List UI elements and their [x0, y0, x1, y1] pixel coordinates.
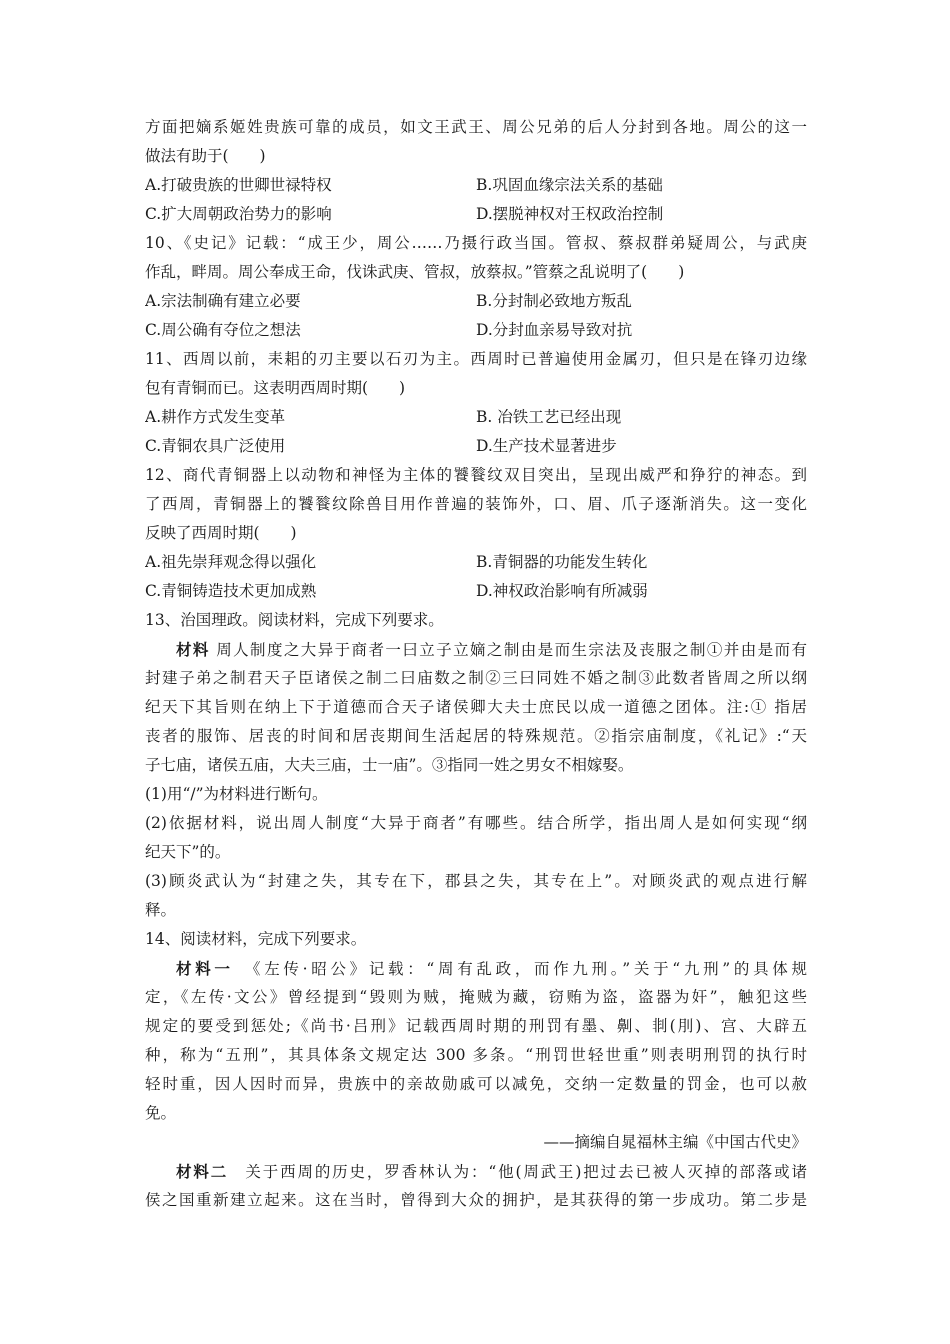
q14-material1-line: 免。 [145, 1104, 177, 1122]
q13-material-line: 子七庙，诸侯五庙，大夫三庙，士一庙”。③指同一姓之男女不相嫁娶。 [145, 756, 634, 774]
q14-material1-line: 轻时重，因人因时而异，贵族中的亲故勋戚可以减免，交纳一定数量的罚金，也可以赦 [145, 1075, 807, 1093]
q10-option-d: D.分封血亲易导致对抗 [476, 321, 633, 339]
q9-option-d: D.摆脱神权对王权政治控制 [476, 205, 664, 223]
q12-option-a: A.祖先崇拜观念得以强化 [145, 553, 317, 571]
q10-option-a: A.宗法制确有建立必要 [145, 292, 301, 310]
q12-stem-line: 反映了西周时期( ) [145, 524, 297, 542]
q9-option-a: A.打破贵族的世卿世禄特权 [145, 176, 332, 194]
q13-title: 13、治国理政。阅读材料，完成下列要求。 [145, 611, 444, 629]
q13-material-line: 封建子弟之制君天子臣诸侯之制二曰庙数之制②三曰同姓不婚之制③此数者皆周之所以纲 [145, 669, 807, 687]
q12-option-b: B.青铜器的功能发生转化 [476, 553, 648, 571]
q11-stem-line: 包有青铜而已。这表明西周时期( ) [145, 379, 406, 397]
q14-material1-line: 种，称为“五刑”，其具体条文规定达 300 多条。“刑罚世轻世重”则表明刑罚的执行时 [145, 1046, 807, 1064]
q10-stem-line: 作乱，畔周。周公奉成王命，伐诛武庚、管叔，放蔡叔。”管蔡之乱说明了( ) [145, 263, 685, 281]
q10-options-row [145, 316, 807, 345]
q14-material1-label: 材料一 [176, 959, 234, 978]
q14-material1-text: 《左传·昭公》记载：“周有乱政，而作九刑。”关于“九刑”的具体规 [233, 960, 807, 978]
q9-option-c: C.扩大周朝政治势力的影响 [145, 205, 332, 223]
q14-material1-line: 规定的要受到惩处;《尚书·吕刑》记载西周时期的刑罚有墨、劓、剕(刖)、宫、大辟五 [145, 1017, 807, 1035]
q13-requirement-3: 释。 [145, 901, 177, 919]
q14-material1-line: 定，《左传·文公》曾经提到“毁则为贼，掩贼为藏，窃贿为盗，盗器为奸”，触犯这些 [145, 988, 807, 1006]
q13-material-line [145, 635, 807, 664]
q11-option-a: A.耕作方式发生变革 [145, 408, 286, 426]
q12-options-row [145, 548, 807, 577]
q14-material1-line [145, 954, 807, 983]
q11-option-d: D.生产技术显著进步 [476, 437, 617, 455]
q13-requirement-2: (2)依据材料，说出周人制度“大异于商者”有哪些。结合所学，指出周人是如何实现“纲 [145, 814, 807, 832]
q10-options-row [145, 287, 807, 316]
q9-options-row [145, 200, 807, 229]
q13-requirement-3: (3)顾炎武认为“封建之失，其专在下，郡县之失，其专在上”。对顾炎武的观点进行解 [145, 872, 807, 890]
q11-stem-line: 11、西周以前，耒耜的刃主要以石刃为主。西周时已普遍使用金属刃，但只是在锋刃边缘 [145, 350, 807, 368]
q13-material-line: 纪天下其旨则在纳上下于道德而合天子诸侯卿大夫士庶民以成一道德之团体。注:① 指居 [145, 698, 807, 716]
q12-stem-line: 了西周，青铜器上的饕餮纹除兽目用作普遍的装饰外，口、眉、爪子逐渐消失。这一变化 [145, 495, 807, 513]
q9-stem-line: 方面把嫡系姬姓贵族可靠的成员，如文王武王、周公兄弟的后人分封到各地。周公的这一 [145, 118, 807, 136]
q10-option-c: C.周公确有夺位之想法 [145, 321, 301, 339]
q9-options-row [145, 171, 807, 200]
q13-requirement-1: (1)用“/”为材料进行断句。 [145, 785, 328, 803]
q12-stem-line: 12、商代青铜器上以动物和神怪为主体的饕餮纹双目突出，呈现出威严和狰狞的神态。到 [145, 466, 807, 484]
q9-option-b: B.巩固血缘宗法关系的基础 [476, 176, 663, 194]
q11-option-c: C.青铜农具广泛使用 [145, 437, 286, 455]
q14-material2-label: 材料二 [176, 1162, 229, 1181]
q10-stem-line: 10、《史记》记载：“成王少，周公……乃摄行政当国。管叔、蔡叔群弟疑周公，与武庚 [145, 234, 807, 252]
q13-material-text: 周人制度之大异于商者一曰立子立嫡之制由是而生宗法及丧服之制①并由是而有 [209, 641, 807, 659]
q14-material1-source: ——摘编自晁福林主编《中国古代史》 [543, 1133, 807, 1151]
q13-material-line: 丧者的服饰、居丧的时间和居丧期间生活起居的特殊规范。②指宗庙制度，《礼记》:“天 [145, 727, 807, 745]
q11-options-row [145, 403, 807, 432]
q14-material2-text: 关于西周的历史，罗香林认为：“他(周武王)把过去已被人灭掉的部落或诸 [228, 1163, 807, 1181]
q12-options-row [145, 577, 807, 606]
q11-option-b: B. 冶铁工艺已经出现 [476, 408, 622, 426]
q14-title: 14、阅读材料，完成下列要求。 [145, 930, 367, 948]
q9-stem-line: 做法有助于( ) [145, 147, 266, 165]
q14-material2-line [145, 1157, 807, 1186]
q14-material2-line: 侯之国重新建立起来。这在当时，曾得到大众的拥护，是其获得的第一步成功。第二步是 [145, 1191, 807, 1209]
q10-option-b: B.分封制必致地方叛乱 [476, 292, 632, 310]
q12-option-c: C.青铜铸造技术更加成熟 [145, 582, 317, 600]
q11-options-row [145, 432, 807, 461]
q13-requirement-2: 纪天下”的。 [145, 843, 231, 861]
q13-material-label: 材料 [176, 640, 210, 659]
document-page [145, 113, 807, 1215]
q12-option-d: D.神权政治影响有所减弱 [476, 582, 648, 600]
